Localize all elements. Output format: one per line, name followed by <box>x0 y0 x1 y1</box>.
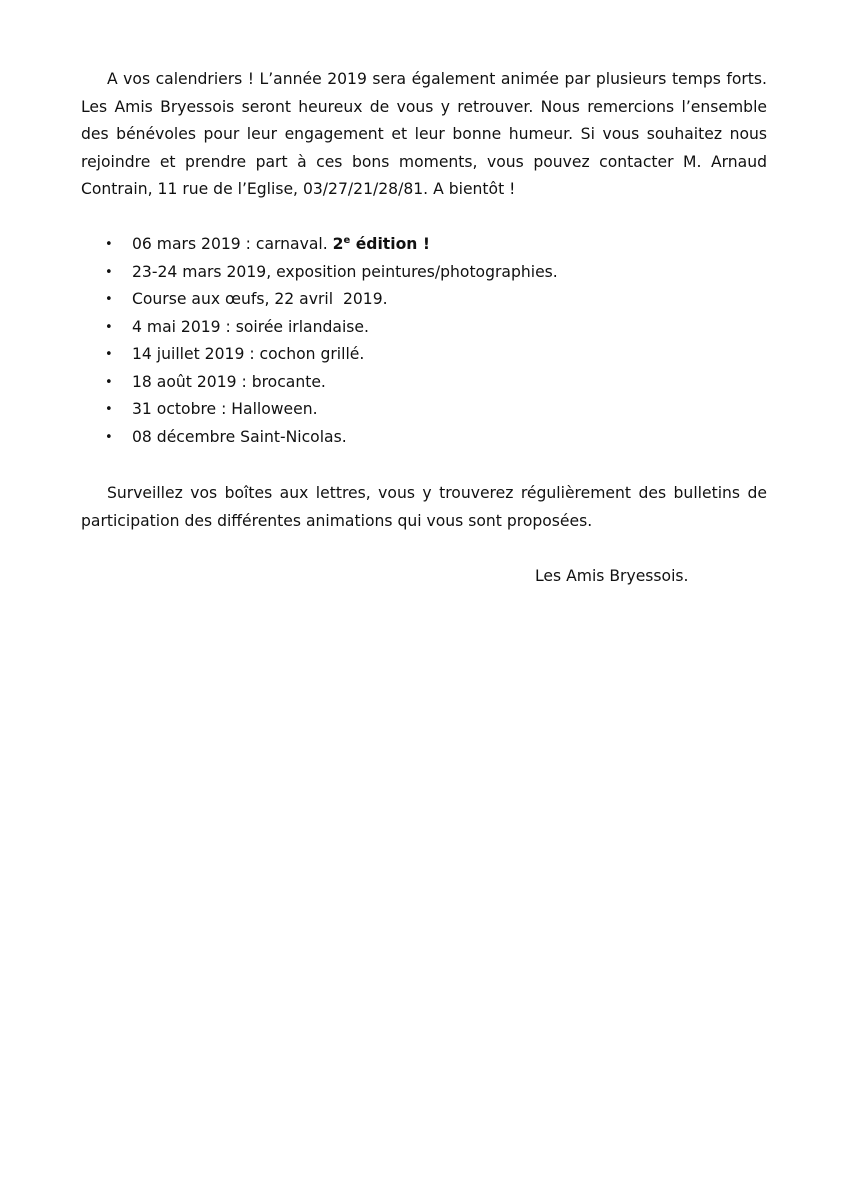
bullet-icon: • <box>105 402 113 417</box>
bullet-icon: • <box>105 264 113 280</box>
list-item <box>81 314 767 342</box>
list-item <box>81 341 767 369</box>
bullet-icon: • <box>105 374 113 390</box>
signature: Les Amis Bryessois. <box>535 567 689 585</box>
event-text: 4 mai 2019 : soirée irlandaise. <box>132 317 369 336</box>
list-item <box>81 369 767 397</box>
closing-paragraph: Surveillez vos boîtes aux lettres, vous y trouverez régulièrement des bulletins de participation des différentes animations qui vous sont proposées. <box>81 484 767 530</box>
bullet-icon: • <box>105 347 113 362</box>
edition-highlight: 2e édition ! <box>332 234 430 253</box>
event-text: 14 juillet 2019 : cochon grillé. <box>132 345 365 363</box>
list-item <box>81 259 767 287</box>
event-list <box>81 231 767 451</box>
list-item <box>81 424 767 452</box>
list-item <box>81 231 767 259</box>
event-text: 08 décembre Saint-Nicolas. <box>132 427 347 446</box>
event-text: 23-24 mars 2019, exposition peintures/photographies. <box>132 262 558 281</box>
event-text: Course aux œufs, 22 avril 2019. <box>132 290 388 308</box>
event-text: 18 août 2019 : brocante. <box>132 372 326 391</box>
bullet-icon: • <box>105 429 113 445</box>
bullet-icon: • <box>105 319 113 335</box>
event-text: 31 octobre : Halloween. <box>132 400 318 418</box>
event-text: 06 mars 2019 : carnaval. <box>132 235 333 253</box>
list-item <box>81 286 767 314</box>
intro-paragraph: A vos calendriers ! L’année 2019 sera également animée par plusieurs temps forts. Les Amis Bryessois seront heureux de vous y retrouver. Nous remercions l’ensemble des bénévoles pour leur engagement et leur bonne humeur. Si vous souhaitez nous rejoindre et prendre part à ces bons moments, vous pouvez contacter M. Arnaud Contrain, 11 rue de l’Eglise, 03/27/21/28/81. A bientôt ! <box>81 70 767 198</box>
list-item <box>81 396 767 424</box>
bullet-icon: • <box>105 292 113 307</box>
bullet-icon: • <box>105 237 113 252</box>
